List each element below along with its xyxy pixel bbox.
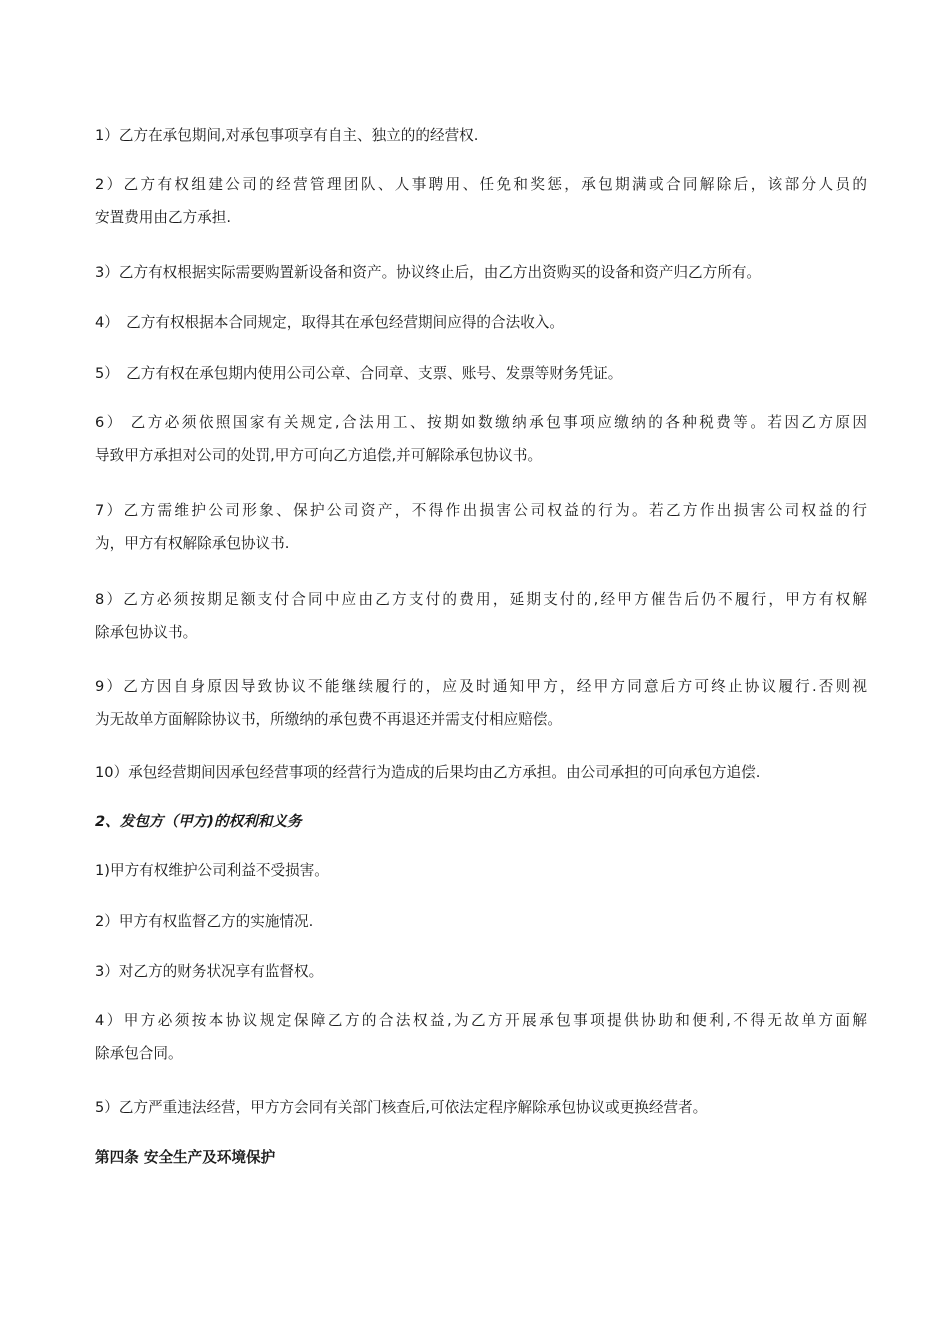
paragraph-7 xyxy=(95,494,867,560)
heading-text: 第四条 安全生产及环境保护 xyxy=(95,1149,276,1166)
article-heading xyxy=(95,1141,867,1174)
paragraph-11 xyxy=(95,854,867,887)
paragraph-3 xyxy=(95,256,867,289)
text-line: 5）乙方严重违法经营，甲方方会同有关部门核查后,可依法定程序解除承包协议或更换经营者。 xyxy=(95,1099,708,1116)
text-line: 4）甲方必须按本协议规定保障乙方的合法权益,为乙方开展承包事项提供协助和便利,不得无故单方面解 xyxy=(95,1012,867,1029)
text-line: 10）承包经营期间因承包经营事项的经营行为造成的后果均由乙方承担。由公司承担的可向承包方追偿. xyxy=(95,764,761,781)
text-line: 6） 乙方必须依照国家有关规定,合法用工、按期如数缴纳承包事项应缴纳的各种税费等。若因乙方原因 xyxy=(95,414,867,431)
text-line: 3）乙方有权根据实际需要购置新设备和资产。协议终止后，由乙方出资购买的设备和资产归乙方所有。 xyxy=(95,264,762,281)
text-line: 5） 乙方有权在承包期内使用公司公章、合同章、支票、账号、发票等财务凭证。 xyxy=(95,365,623,382)
paragraph-6 xyxy=(95,406,867,472)
paragraph-13 xyxy=(95,955,867,988)
text-line: 导致甲方承担对公司的处罚,甲方可向乙方追偿,并可解除承包协议书。 xyxy=(95,447,543,464)
paragraph-8 xyxy=(95,583,867,649)
text-line: 8）乙方必须按期足额支付合同中应由乙方支付的费用，延期支付的,经甲方催告后仍不履行，甲方有权解 xyxy=(95,591,867,608)
section-heading-party-a xyxy=(95,805,867,838)
paragraph-12 xyxy=(95,905,867,938)
text-line: 1）乙方在承包期间,对承包事项享有自主、独立的的经营权. xyxy=(95,127,479,144)
paragraph-4 xyxy=(95,306,867,339)
text-line: 9）乙方因自身原因导致协议不能继续履行的，应及时通知甲方，经甲方同意后方可终止协议履行.否则视 xyxy=(95,678,867,695)
text-line: 4） 乙方有权根据本合同规定，取得其在承包经营期间应得的合法收入。 xyxy=(95,314,564,331)
text-line: 1)甲方有权维护公司利益不受损害。 xyxy=(95,862,329,879)
paragraph-14 xyxy=(95,1004,867,1070)
paragraph-10 xyxy=(95,756,867,789)
paragraph-9 xyxy=(95,670,867,736)
paragraph-5 xyxy=(95,357,867,390)
text-line: 为无故单方面解除协议书，所缴纳的承包费不再退还并需支付相应赔偿。 xyxy=(95,711,563,728)
paragraph-2 xyxy=(95,168,867,234)
paragraph-1 xyxy=(95,119,867,152)
paragraph-15 xyxy=(95,1091,867,1124)
text-line: 除承包协议书。 xyxy=(95,624,198,641)
text-line: 除承包合同。 xyxy=(95,1045,183,1062)
text-line: 2）乙方有权组建公司的经营管理团队、人事聘用、任免和奖惩，承包期满或合同解除后，该部分人员的 xyxy=(95,176,867,193)
text-line: 2）甲方有权监督乙方的实施情况. xyxy=(95,913,314,930)
text-line: 安置费用由乙方承担. xyxy=(95,209,231,226)
heading-text: 2、发包方（甲方)的权利和义务 xyxy=(95,813,302,830)
text-line: 7）乙方需维护公司形象、保护公司资产，不得作出损害公司权益的行为。若乙方作出损害公司权益的行 xyxy=(95,502,867,519)
text-line: 3）对乙方的财务状况享有监督权。 xyxy=(95,963,324,980)
text-line: 为，甲方有权解除承包协议书. xyxy=(95,535,290,552)
